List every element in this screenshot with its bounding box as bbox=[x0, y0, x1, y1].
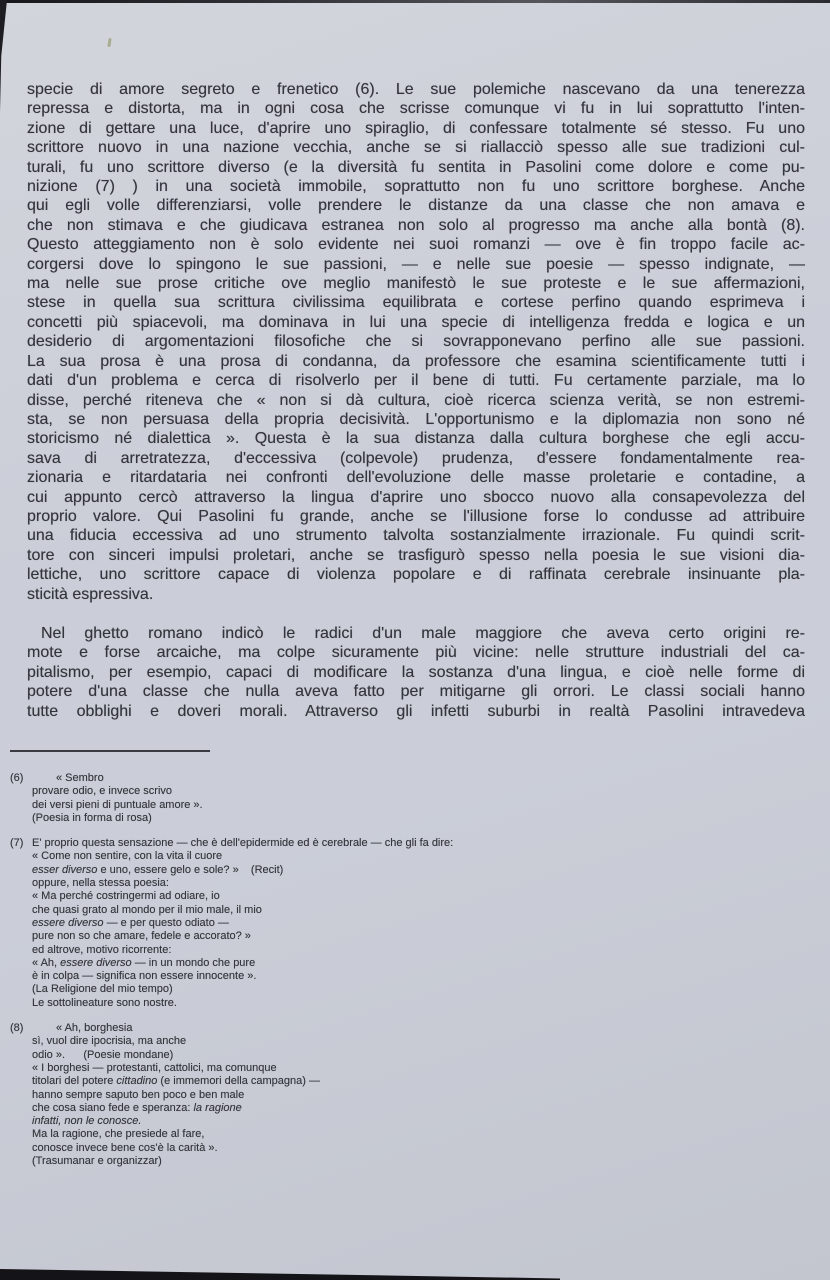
footnote-line: « I borghesi — protestanti, cattolici, ma comunque bbox=[32, 1061, 277, 1074]
footnote-line: Ma la ragione, che presiede al fare, bbox=[32, 1128, 205, 1141]
footnote-line: è in colpa — significa non essere innocente ». bbox=[32, 970, 257, 983]
text-line: mote e forse arcaiche, ma colpe sicuramente più vicine: nelle strutture industriali del ca- bbox=[27, 644, 805, 662]
footnote-line: conosce invece bene cos'è la carità ». bbox=[32, 1141, 218, 1154]
footnote-line: odio ». (Poesie mondane) bbox=[32, 1048, 174, 1061]
footnote-number: (7) bbox=[10, 837, 24, 850]
text-line: scrittore nuovo in una nazione vecchia, anche se si riallacciò spesso alle sue tradizioni cul- bbox=[27, 139, 805, 157]
paragraph bbox=[27, 624, 805, 721]
body-text bbox=[27, 80, 805, 721]
footnote-line: infatti, non le conosce. bbox=[32, 1115, 142, 1128]
paper-speck-mark bbox=[107, 38, 111, 47]
text-line: concetti più spiacevoli, ma dominava in lui una specie di intelligenza fredda e logica e un bbox=[27, 313, 805, 331]
scan-edge-top-artifact bbox=[0, 0, 830, 3]
footnote-line: oppure, nella stessa poesia: bbox=[32, 877, 169, 890]
footnote-line: che cosa siano fede e speranza: la ragione bbox=[32, 1101, 242, 1114]
text-line: qui egli volle differenziarsi, volle prendere le distanze da una classe che non amava e bbox=[27, 197, 805, 215]
footnote-number: (6) bbox=[10, 772, 24, 784]
footnote-line: essere diverso — e per questo odiato — bbox=[32, 916, 229, 929]
footnote-line: ed altrove, motivo ricorrente: bbox=[32, 943, 172, 956]
scan-edge-left-artifact bbox=[0, 0, 7, 112]
footnote-line: (La Religione del mio tempo) bbox=[32, 983, 173, 996]
text-line: ma nelle sue prose critiche ove meglio manifestò le sue proteste e le sue affermazioni, bbox=[27, 275, 805, 293]
text-line: specie di amore segreto e frenetico (6). Le sue polemiche nascevano da una tenerezza bbox=[27, 81, 805, 98]
text-line: Questo atteggiamento non è solo evidente nei suoi romanzi — ove è fin troppo facile ac- bbox=[27, 236, 805, 254]
footnote-line: (Poesia in forma di rosa) bbox=[32, 811, 152, 824]
footnote-line: pure non so che amare, fedele e accorato? » bbox=[32, 930, 251, 943]
footnote-separator-rule bbox=[10, 750, 210, 752]
footnotes-section bbox=[10, 772, 650, 1180]
footnote-line: (Trasumanar e organizzar) bbox=[32, 1155, 162, 1168]
text-line: tore con sinceri impulsi proletari, anche se trasfigurò spesso nella poesia le sue visioni dia- bbox=[27, 546, 805, 564]
footnote-line: provare odio, e invece scrivo bbox=[32, 785, 173, 798]
text-line: tutte obblighi e doveri morali. Attraverso gli infetti suburbi in realtà Pasolini intravedeva bbox=[27, 702, 805, 720]
text-line: una fiducia eccessiva ad uno strumento talvolta sostanzialmente irrazionale. Fu quindi scrit- bbox=[27, 527, 805, 545]
text-line: Nel ghetto romano indicò le radici d'un male maggiore che aveva certo origini re- bbox=[41, 624, 805, 642]
text-line: dati d'un problema e cerca di risolverlo per il bene di tutti. Fu certamente parziale, ma lo bbox=[27, 372, 805, 390]
footnote-line: « Come non sentire, con la vita il cuore bbox=[32, 850, 223, 863]
footnote-line: E' proprio questa sensazione — che è dell'epidermide ed è cerebrale — che gli fa dire: bbox=[32, 837, 454, 850]
text-line: zione di gettare una luce, d'aprire uno spiraglio, di confessare totalmente sé stesso. Fu uno bbox=[27, 119, 805, 137]
text-line: zionaria e ritardataria nei confronti dell'evoluzione delle masse proletarie e contadine, a bbox=[27, 469, 805, 487]
footnote-line: esser diverso e uno, essere gelo e sole? » (Recit) bbox=[32, 863, 284, 876]
footnote-line: Le sottolineature sono nostre. bbox=[32, 996, 177, 1009]
footnote-line: titolari del potere cittadino (e immemori della campagna) — bbox=[32, 1075, 320, 1088]
text-line: nizione (7) ) in una società immobile, soprattutto non fu uno scrittore borghese. Anche bbox=[27, 178, 805, 196]
text-line: La sua prosa è una prosa di condanna, da professore che esamina scientificamente tutti i bbox=[27, 352, 805, 370]
text-line: disse, perché riteneva che « non si dà cultura, cioè ricerca scienza verità, se non estremi- bbox=[27, 391, 805, 409]
footnote-line: che quasi grato al mondo per il mio male, il mio bbox=[32, 903, 262, 916]
scan-edge-bottom-artifact bbox=[0, 1267, 560, 1280]
text-line: cui appunto cercò attraverso la lingua d'aprire uno sbocco nuovo alla consapevolezza del bbox=[27, 488, 805, 506]
text-line: sta, se non persuasa della propria decisività. L'opportunismo e la diplomazia non sono né bbox=[27, 410, 805, 428]
text-line: sava di arretratezza, d'eccessiva (colpevole) prudenza, d'essere fondamentalmente rea- bbox=[27, 449, 805, 467]
text-line: stese in quella sua scrittura civilissima equilibrata e cortese perfino quando esprimeva i bbox=[27, 294, 805, 312]
text-line: corgersi dove lo spingono le sue passioni, — e nelle sue poesie — spesso indignate, — bbox=[27, 255, 805, 273]
footnote-line: dei versi pieni di puntuale amore ». bbox=[32, 798, 203, 811]
footnote-number: (8) bbox=[10, 1022, 24, 1035]
text-line: storicismo né dialettica ». Questa è la sua distanza dalla cultura borghese che egli accu- bbox=[27, 430, 805, 448]
footnote-line: hanno sempre saputo ben poco e ben male bbox=[32, 1088, 245, 1101]
text-line: pitalismo, per esempio, capaci di modificare la sostanza d'una lingua, e cioè nelle forme di bbox=[27, 663, 805, 681]
text-line: proprio valore. Qui Pasolini fu grande, anche se l'illusione forse lo condusse ad attribuire bbox=[27, 507, 805, 525]
text-line: lettiche, uno scrittore capace di violenza popolare e di raffinata cerebrale insinuante pla- bbox=[27, 566, 805, 584]
text-line: potere d'una classe che nulla aveva fatto per mitigarne gli orrori. Le classi sociali hanno bbox=[27, 683, 805, 701]
paragraph bbox=[27, 80, 805, 604]
footnote-line: « Sembro bbox=[56, 772, 104, 784]
text-line: repressa e distorta, ma in ogni cosa che scrisse comunque vi fu in lui soprattutto l'inten- bbox=[27, 100, 805, 118]
footnote-line: sì, vuol dire ipocrisia, ma anche bbox=[32, 1035, 187, 1048]
text-line: sticità espressiva. bbox=[27, 585, 154, 603]
footnote-line: « Ah, essere diverso — in un mondo che pure bbox=[32, 956, 256, 969]
text-line: desiderio di argomentazioni filosofiche che si sovrapponevano perfino alle sue passioni. bbox=[27, 333, 805, 351]
text-line: turali, fu uno scrittore diverso (e la diversità fu sentita in Pasolini come dolore e come pu- bbox=[27, 158, 805, 176]
footnote-line: « Ah, borghesia bbox=[56, 1022, 133, 1035]
footnote bbox=[10, 772, 650, 825]
footnote-line: « Ma perché costringermi ad odiare, io bbox=[32, 890, 220, 903]
footnote bbox=[10, 837, 650, 1010]
text-line: che non stimava e che giudicava estranea non solo al progresso ma anche alla bontà (8). bbox=[27, 216, 805, 234]
footnote bbox=[10, 1022, 650, 1168]
